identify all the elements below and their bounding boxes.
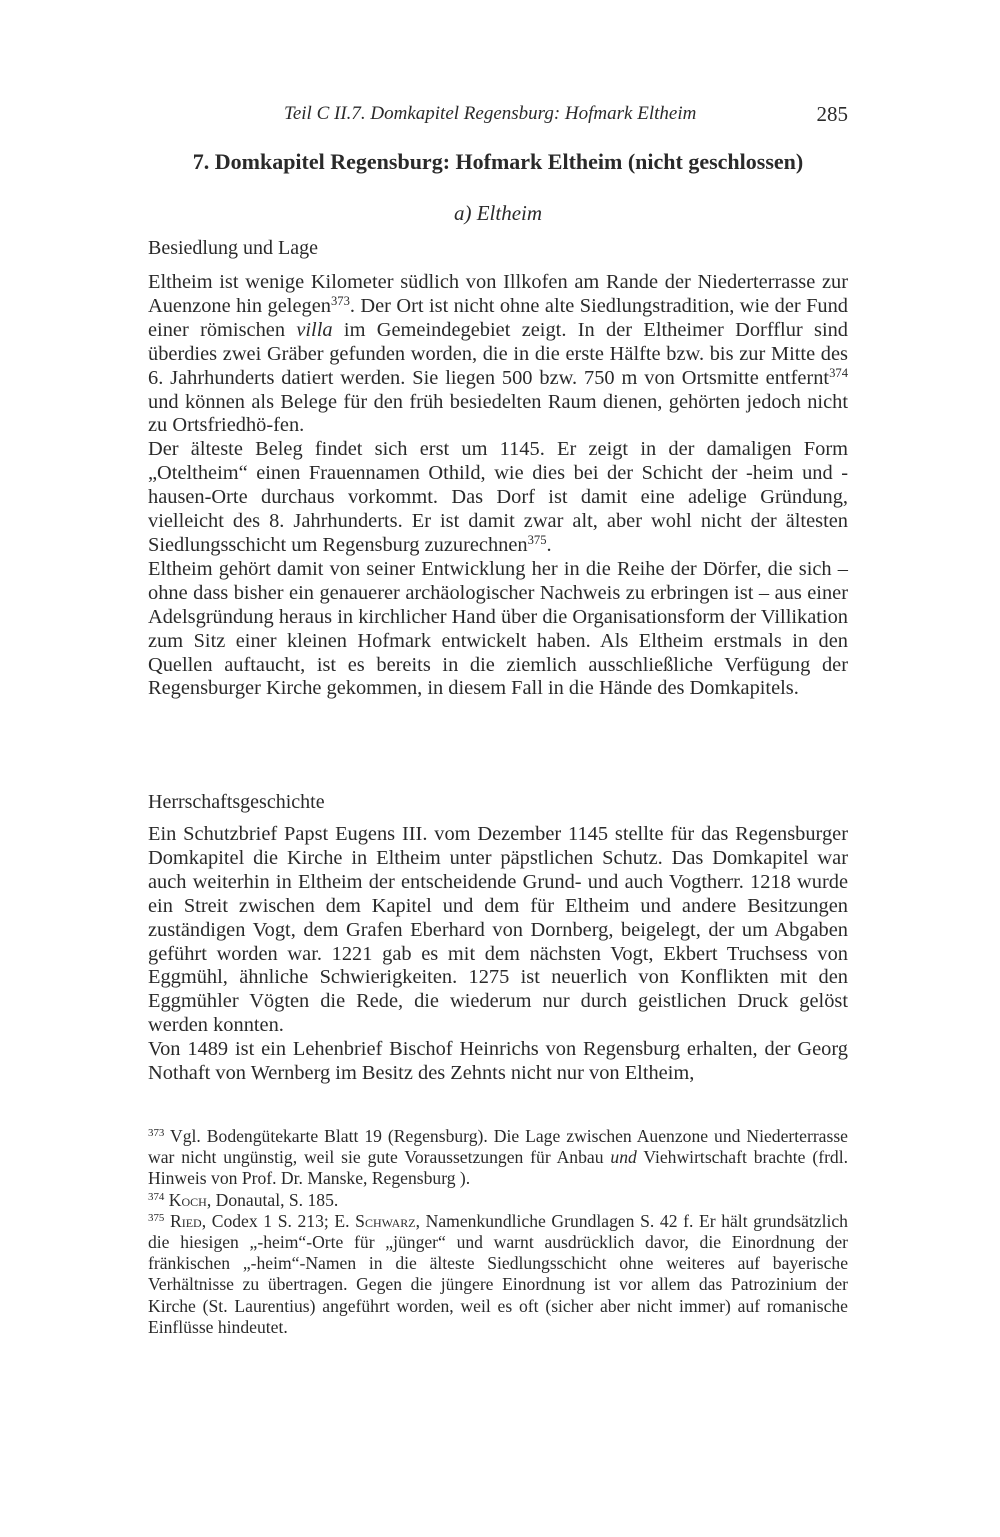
footnote-ref-375: 375 [527,533,547,548]
text-run: Der älteste Beleg findet sich erst um 1145. Er zeigt in der damaligen Form „Oteltheim“ einen Frauennamen Othild, wie dies bei der Schicht der -heim und -hausen-Orte durchaus vorkommt. Das Dorf ist damit eine adelige Gründung, vielleicht des 8. Jahrhunderts. Er ist damit zwar alt, aber wohl nicht der ältesten Siedlungsschicht um Regensburg zuzurechnen [148,438,848,556]
section-herrschaft-body [148,823,848,1086]
text-run: . [546,533,552,556]
text-run: im Gemeindegebiet zeigt. In der Eltheimer Dorfflur sind überdies zwei Gräber gefunden worden, die in die erste Hälfte bzw. bis zur Mitte des 6. Jahrhunderts datiert werden. Sie liegen 500 bzw. 750 m von Ortsmitte entfernt [148,318,848,389]
author-name: Koch [168,1189,207,1210]
footnote-374 [148,1190,848,1211]
section-besiedlung-body [148,271,848,701]
text-run: , Namenkundliche Grundlagen S. 42 f. Er hält grundsätzlich die hiesigen „-heim“-Orte für „jünger“ und warnt ausdrücklich davor, die Einordnung der fränkischen „-heim“-Namen in die älteste Siedlungsschicht ohne weiteres auf bayerische Verhältnisse zu übertragen. Gegen die jüngere Einordnung ist vor allem das Patrozinium der Kirche (St. Laurentius) angeführt worden, weil es oft (sicher aber nicht immer) auf romanische Einflüsse hindeutet. [148,1210,848,1337]
author-name: Schwarz [355,1210,416,1231]
footnote-number: 374 [148,1190,165,1203]
text-run: Vgl. Bodengütekarte Blatt 19 (Regensburg). Die Lage zwischen Auenzone und Niederterrasse war nicht ungünstig, weil sie gute Voraussetzungen für Anbau [148,1126,848,1168]
section-heading-besiedlung: Besiedlung und Lage [148,237,318,259]
page-number: 285 [816,102,848,126]
paragraph [148,271,848,438]
footnote-373 [148,1126,848,1190]
text-run: Eltheim ist wenige Kilometer südlich von Illkofen am Rande der Niederterrasse zur Auenzone hin gelegen [148,271,848,317]
text-run-italic: villa [296,318,333,341]
footnote-375 [148,1211,848,1338]
footnotes [148,1126,848,1338]
text-run: . Der Ort ist nicht ohne alte Siedlungstradition, wie der Fund einer römischen [148,294,849,341]
section-heading-herrschaft: Herrschaftsgeschichte [148,791,325,813]
paragraph: Eltheim gehört damit von seiner Entwicklung her in die Reihe der Dörfer, die sich – ohne dass bisher ein genauerer archäologischer Nachweis zu erbringen ist – aus einer Adelsgründung heraus in kirchlicher Hand über die Organisationsform der Villikation zum Sitz einer kleinen Hofmark entwickelt haben. Als Eltheim erstmals in den Quellen auftaucht, ist es bereits in die ziemlich ausschließliche Verfügung der Regensburger Kirche gekommen, in diesem Fall in die Hände des Domkapitels. [148,557,848,700]
text-run: Viehwirtschaft brachte (frdl. Hinweis von Prof. Dr. Manske, Regensburg ). [148,1147,849,1189]
text-run-italic: und [610,1147,637,1168]
text-run: , Codex 1 S. 213; E. [201,1210,356,1231]
paragraph: Ein Schutzbrief Papst Eugens III. vom Dezember 1145 stellte für das Regensburger Domkapitel die Kirche in Eltheim unter päpstlichen Schutz. Das Domkapitel war auch weiterhin in Eltheim der entscheidende Grund- und auch Vogtherr. 1218 wurde ein Streit zwischen dem Kapitel und dem für Eltheim und andere Besitzungen zuständigen Vogt, dem Grafen Eberhard von Dornberg, beigelegt, der um Abgaben geführt worden war. 1221 gab es mit dem nächsten Vogt, Ekbert Truchsess von Eggmühl, ähnliche Schwierigkeiten. 1275 ist neuerlich von Konflikten mit den Eggmühler Vögten die Rede, die wiederum nur durch geistlichen Druck gelöst werden konnten. [148,823,848,1037]
chapter-title: 7. Domkapitel Regensburg: Hofmark Eltheim (nicht geschlossen) [192,149,804,174]
footnote-ref-374: 374 [829,365,848,380]
footnote-number: 373 [148,1127,165,1139]
subsection-title: a) Eltheim [453,201,543,225]
text-run: und können als Belege für den früh besiedelten Raum dienen, gehörten jedoch nicht zu Ortsfriedhö-fen. [148,390,848,437]
paragraph: Von 1489 ist ein Lehenbrief Bischof Heinrichs von Regensburg erhalten, der Georg Nothaft von Wernberg im Besitz des Zehnts nicht nur von Eltheim, [148,1038,848,1085]
text-run: , Donautal, S. 185. [206,1189,339,1210]
running-head-title: Teil C II.7. Domkapitel Regensburg: Hofmark Eltheim [284,103,697,124]
paragraph [148,438,848,558]
author-name: Ried [169,1210,202,1231]
footnote-ref-373: 373 [330,293,350,308]
footnote-number: 375 [148,1211,165,1224]
